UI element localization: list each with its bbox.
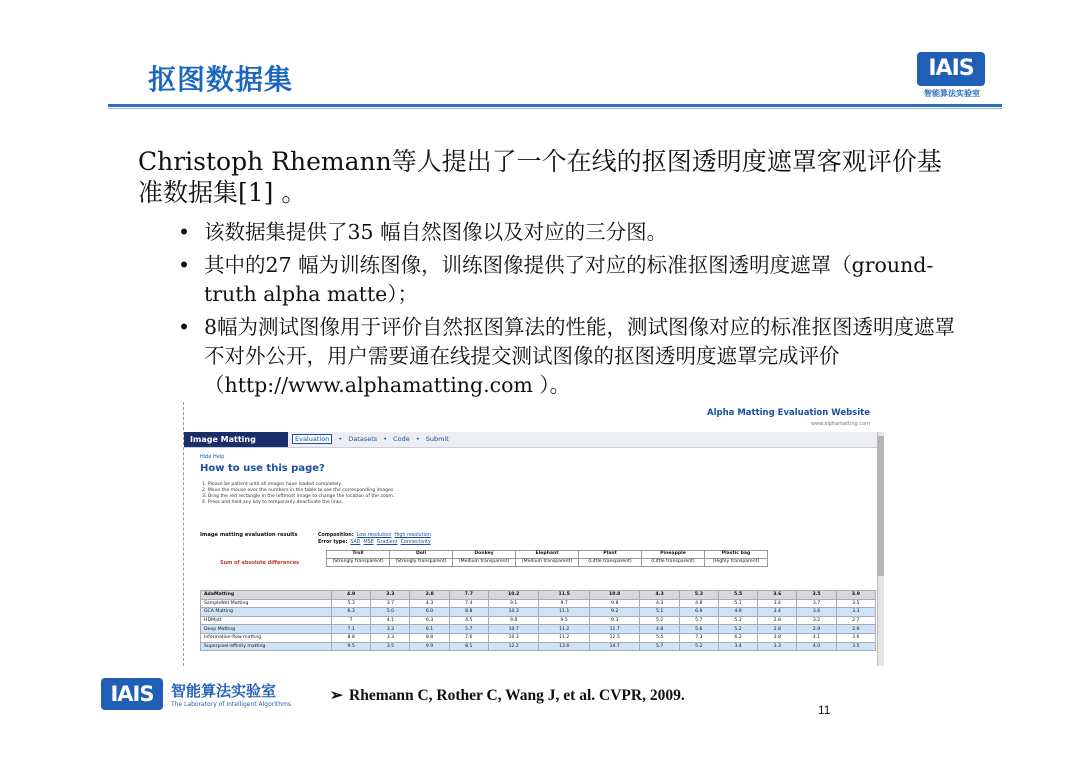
error-type-label: Error type:	[318, 540, 348, 545]
score-cell[interactable]: 9.2	[589, 608, 640, 617]
score-cell[interactable]: 6.1	[410, 625, 449, 634]
score-cell[interactable]: 11.5	[539, 591, 590, 600]
score-cell[interactable]: 5.0	[371, 608, 410, 617]
score-cell[interactable]: 6.3	[332, 608, 371, 617]
score-cell[interactable]: 2.7	[836, 616, 875, 625]
score-cell[interactable]: 7.1	[332, 625, 371, 634]
score-cell[interactable]: 3.6	[836, 633, 875, 642]
image-col-elephant[interactable]: Elephant	[516, 551, 579, 559]
table-row[interactable]	[201, 625, 876, 634]
score-cell[interactable]: 7	[332, 616, 371, 625]
score-cell[interactable]: 8.8	[332, 633, 371, 642]
reference-citation	[330, 686, 685, 705]
image-desc: (Strongly transparent)	[390, 559, 453, 567]
method-name[interactable]: GCA Matting	[201, 608, 332, 617]
score-cell[interactable]: 3.3	[758, 642, 797, 651]
image-col-pineapple[interactable]: Pineapple	[642, 551, 705, 559]
score-cell[interactable]: 5.3	[679, 591, 718, 600]
nav-submit[interactable]: Submit	[425, 435, 449, 443]
score-cell[interactable]: 5.6	[679, 625, 718, 634]
nav-separator: •	[415, 435, 420, 443]
footer-logo-cn: 智能算法实验室	[171, 682, 277, 700]
score-cell[interactable]: 5.2	[718, 625, 757, 634]
image-desc: (Highly transparent)	[705, 559, 768, 567]
score-cell[interactable]: 3.6	[797, 608, 836, 617]
score-cell[interactable]: 4.0	[797, 642, 836, 651]
image-header-table	[326, 550, 768, 567]
help-step: 1. Please be patient until all images have loaded completely.	[202, 482, 342, 487]
score-cell[interactable]: 13.6	[539, 642, 590, 651]
score-cell[interactable]: 9.8	[488, 616, 539, 625]
page-number: 11	[818, 703, 831, 717]
score-cell[interactable]: 3.2	[797, 616, 836, 625]
slide-title: 抠图数据集	[148, 63, 294, 96]
score-cell[interactable]: 7.6	[449, 633, 488, 642]
score-cell[interactable]: 5.3	[332, 599, 371, 608]
score-cell[interactable]: 3.3	[371, 633, 410, 642]
score-cell[interactable]: 2.9	[836, 625, 875, 634]
table-row[interactable]	[201, 608, 876, 617]
score-cell[interactable]: 4.3	[410, 599, 449, 608]
score-cell[interactable]: 3.4	[718, 642, 757, 651]
score-cell[interactable]: 14.7	[589, 642, 640, 651]
score-cell[interactable]: 11.2	[539, 633, 590, 642]
score-cell[interactable]: 3.8	[758, 633, 797, 642]
score-cell[interactable]: 5.5	[718, 591, 757, 600]
score-cell[interactable]: 4.8	[679, 599, 718, 608]
score-cell[interactable]: 3.9	[836, 591, 875, 600]
composition-low[interactable]: Low resolution	[356, 533, 392, 538]
footer-logo	[101, 678, 301, 716]
score-cell[interactable]: 4.5	[449, 616, 488, 625]
score-cell[interactable]: 9.1	[488, 599, 539, 608]
score-cell[interactable]: 6.0	[410, 608, 449, 617]
table-row[interactable]	[201, 591, 876, 600]
bullet-item: • 其中的27 幅为训练图像，训练图像提供了对应的标准抠图透明度遮罩（ground-truth alpha matte）；	[176, 251, 966, 309]
image-desc: (Medium transparent)	[516, 559, 579, 567]
intro-paragraph: Christoph Rhemann等人提出了一个在线的抠图透明度遮罩客观评价基准数据集[1] 。	[138, 147, 942, 207]
score-cell[interactable]: 4.9	[718, 608, 757, 617]
image-desc: (Little transparent)	[579, 559, 642, 567]
score-cell[interactable]: 9.5	[332, 642, 371, 651]
score-cell[interactable]: 3.5	[797, 591, 836, 600]
score-cell[interactable]: 2.8	[758, 616, 797, 625]
score-cell[interactable]: 7.4	[449, 599, 488, 608]
image-col-doll[interactable]: Doll	[390, 551, 453, 559]
rank-metric-label: Sum of absolute differences	[220, 560, 300, 566]
nav-brand[interactable]: Image Matting	[184, 432, 288, 447]
alphamatting-screenshot	[183, 402, 884, 666]
score-cell[interactable]: 3.5	[371, 642, 410, 651]
error-mse[interactable]: MSE	[363, 540, 374, 545]
help-heading: How to use this page?	[200, 463, 325, 474]
score-cell[interactable]: 2.8	[758, 625, 797, 634]
method-name[interactable]: HDMatt	[201, 616, 332, 625]
table-row[interactable]	[201, 616, 876, 625]
image-col-troll[interactable]: Troll	[327, 551, 390, 559]
score-cell[interactable]: 10.8	[589, 591, 640, 600]
score-cell[interactable]: 3.7	[371, 599, 410, 608]
score-cell[interactable]: 7.3	[679, 633, 718, 642]
logo-mark: IAIS	[917, 52, 985, 86]
arrow-icon: ➢	[330, 687, 343, 704]
score-cell[interactable]: 3.3	[371, 625, 410, 634]
score-cell[interactable]: 6.2	[718, 633, 757, 642]
score-cell[interactable]: 5.5	[640, 633, 679, 642]
image-desc: (Little transparent)	[642, 559, 705, 567]
score-cell[interactable]: 9.3	[589, 616, 640, 625]
lab-logo	[917, 52, 987, 102]
error-gradient[interactable]: Gradient	[376, 540, 398, 545]
error-connectivity[interactable]: Connectivity	[400, 540, 431, 545]
score-cell[interactable]: 11.1	[539, 608, 590, 617]
score-cell[interactable]: 3.8	[410, 591, 449, 600]
score-cell[interactable]: 3.4	[758, 608, 797, 617]
score-cell[interactable]: 5.7	[640, 642, 679, 651]
hide-help-link[interactable]: Hide Help	[200, 454, 225, 460]
title-divider-thin	[108, 108, 1002, 109]
score-cell[interactable]: 4.8	[640, 625, 679, 634]
score-cell[interactable]: 12.2	[488, 642, 539, 651]
score-cell[interactable]: 7.7	[449, 591, 488, 600]
score-cell[interactable]: 3.3	[836, 608, 875, 617]
score-cell[interactable]: 9.9	[410, 642, 449, 651]
image-desc: (Medium transparent)	[453, 559, 516, 567]
bullet-list	[176, 218, 966, 404]
score-cell[interactable]: 10.2	[488, 591, 539, 600]
results-label: Image matting evaluation results	[200, 532, 298, 538]
scrollbar-thumb[interactable]	[878, 436, 884, 576]
score-cell[interactable]: 5.2	[640, 616, 679, 625]
score-cell[interactable]: 6.9	[679, 608, 718, 617]
score-cell[interactable]: 9.7	[539, 599, 590, 608]
site-title: Alpha Matting Evaluation Website	[707, 408, 870, 418]
site-url: www.alphamatting.com	[810, 421, 870, 427]
image-col-plastic-bag[interactable]: Plastic bag	[705, 551, 768, 559]
nav-separator: •	[383, 435, 388, 443]
score-cell[interactable]: 12.5	[589, 633, 640, 642]
score-cell[interactable]: 9.5	[539, 616, 590, 625]
score-cell[interactable]: 8.8	[410, 633, 449, 642]
composition-options	[318, 532, 431, 546]
score-cell[interactable]: 4.3	[640, 591, 679, 600]
score-cell[interactable]: 10.7	[488, 625, 539, 634]
bullet-item: • 该数据集提供了35 幅自然图像以及对应的三分图。	[176, 218, 966, 247]
nav-code[interactable]: Code	[393, 435, 410, 443]
score-cell[interactable]: 4.3	[640, 599, 679, 608]
score-cell[interactable]: 6.3	[410, 616, 449, 625]
score-cell[interactable]: 10.3	[488, 608, 539, 617]
help-steps	[202, 482, 562, 506]
score-cell[interactable]: 11.2	[539, 625, 590, 634]
logo-subtitle: 智能算法实验室	[924, 89, 980, 98]
method-name[interactable]: SampleNet Matting	[201, 599, 332, 608]
help-step: 2. Move the mouse over the numbers in the table to see the corresponding images.	[202, 488, 395, 493]
image-desc: (Strongly transparent)	[327, 559, 390, 567]
method-name[interactable]: Superpixel-affinity matting	[201, 642, 332, 651]
site-navbar	[184, 432, 878, 448]
image-col-donkey[interactable]: Donkey	[453, 551, 516, 559]
score-cell[interactable]: 10.3	[488, 633, 539, 642]
score-cell[interactable]: 5.1	[640, 608, 679, 617]
nav-evaluation[interactable]: Evaluation	[292, 434, 332, 444]
score-cell[interactable]: 3.6	[758, 591, 797, 600]
score-cell[interactable]: 3.3	[371, 591, 410, 600]
score-cell[interactable]: 8.8	[449, 608, 488, 617]
method-name[interactable]: Deep Matting	[201, 625, 332, 634]
score-cell[interactable]: 3.5	[836, 599, 875, 608]
score-cell[interactable]: 5.1	[718, 599, 757, 608]
method-name[interactable]: Information-flow matting	[201, 633, 332, 642]
help-step: 4. Press and hold any key to temporarily deactivate the links.	[202, 500, 344, 505]
score-cell[interactable]: 5.7	[679, 616, 718, 625]
method-name[interactable]: AdaMatting	[201, 591, 332, 600]
composition-label: Composition:	[318, 533, 354, 538]
table-row[interactable]	[201, 642, 876, 651]
score-cell[interactable]: 3.4	[758, 599, 797, 608]
composition-high[interactable]: High resolution	[394, 533, 431, 538]
table-row[interactable]	[201, 599, 876, 608]
score-cell[interactable]: 2.9	[797, 625, 836, 634]
score-cell[interactable]: 5.7	[449, 625, 488, 634]
nav-links	[292, 432, 453, 447]
bullet-item: • 8幅为测试图像用于评价自然抠图算法的性能，测试图像对应的标准抠图透明度遮罩不对外公开，用户需要通在线提交测试图像的抠图透明度遮罩完成评价（http://www.alphamatting.com ）。	[176, 313, 966, 400]
score-cell[interactable]: 4.9	[332, 591, 371, 600]
score-cell[interactable]: 5.2	[679, 642, 718, 651]
results-table	[200, 590, 876, 651]
table-row[interactable]	[201, 633, 876, 642]
footer-logo-en: The Laboratory of Intelligent Algorithms	[171, 701, 292, 708]
reference-text: Rhemann C, Rother C, Wang J, et al. CVPR, 2009.	[349, 687, 685, 704]
nav-datasets[interactable]: Datasets	[348, 435, 378, 443]
score-cell[interactable]: 9.8	[589, 599, 640, 608]
score-cell[interactable]: 4.1	[797, 633, 836, 642]
score-cell[interactable]: 3.5	[836, 642, 875, 651]
help-step: 3. Drag the red rectangle in the leftmost image to change the location of the zoom.	[202, 494, 395, 499]
score-cell[interactable]: 4.1	[371, 616, 410, 625]
footer-logo-mark: IAIS	[101, 678, 163, 710]
title-divider	[108, 104, 1002, 107]
image-col-plant[interactable]: Plant	[579, 551, 642, 559]
nav-separator: •	[338, 435, 343, 443]
score-cell[interactable]: 5.3	[718, 616, 757, 625]
error-sad[interactable]: SAD	[350, 540, 361, 545]
score-cell[interactable]: 3.7	[797, 599, 836, 608]
score-cell[interactable]: 11.7	[589, 625, 640, 634]
score-cell[interactable]: 8.1	[449, 642, 488, 651]
